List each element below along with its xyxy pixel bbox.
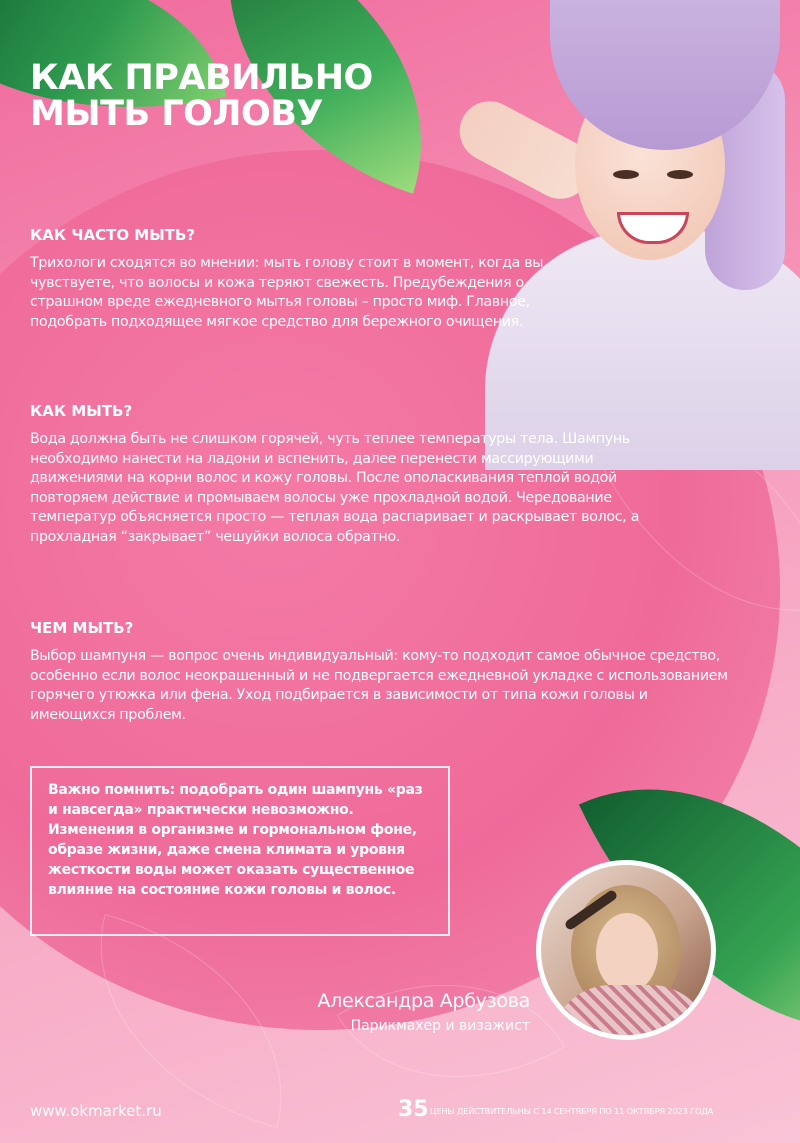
article-title: КАК ПРАВИЛЬНО МЫТЬ ГОЛОВУ bbox=[30, 58, 373, 134]
eye-shape bbox=[667, 170, 693, 179]
page-number: 35 bbox=[398, 1097, 429, 1122]
section-how-often bbox=[30, 226, 590, 332]
section-what-to-use bbox=[30, 619, 730, 725]
section-heading: ЧЕМ МЫТЬ? bbox=[30, 619, 134, 637]
section-heading: КАК МЫТЬ? bbox=[30, 402, 133, 420]
important-note-box: Важно помнить: подобрать один шампунь «раз и навсегда» практически невозможно. Изменения в организме и гормональном фоне, образе жизни, даже смена климата и уровня жесткости воды может оказать существенное влияние на состояние кожи головы и волос. bbox=[30, 766, 450, 936]
avatar-coat-shape bbox=[551, 985, 711, 1040]
section-text: Вода должна быть не слишком горячей, чуть теплее температуры тела. Шампунь необходимо нанести на ладони и вспенить, далее перенести массирующими движениями на корни волос и кожу головы. После ополаскивания теплой водой повторяем действие и промываем волосы уже прохладной водой. Чередование температур объясняется просто — теплая вода распаривает и раскрывает волос, а прохладная “закрывает” чешуйки волоса обратно. bbox=[30, 431, 640, 545]
price-validity-note: ЦЕНЫ ДЕЙСТВИТЕЛЬНЫ С 14 СЕНТЯБРЯ ПО 11 ОКТЯБРЯ 2023 ГОДА bbox=[430, 1106, 714, 1116]
avatar-face-shape bbox=[596, 913, 658, 993]
website-link[interactable]: www.okmarket.ru bbox=[30, 1102, 162, 1120]
author-role: Парикмахер и визажист bbox=[350, 1018, 530, 1034]
author-avatar bbox=[536, 860, 716, 1040]
section-text: Трихологи сходятся во мнении: мыть голову стоит в момент, когда вы чувствуете, что волосы и кожа теряют свежесть. Предубеждения о страшном вреде ежедневного мытья головы – просто миф. Главное, подобрать подходящее мягкое средство для бережного очищения. bbox=[30, 255, 544, 330]
author-name: Александра Арбузова bbox=[317, 990, 530, 1012]
eye-shape bbox=[613, 170, 639, 179]
section-heading: КАК ЧАСТО МЫТЬ? bbox=[30, 226, 196, 244]
section-how-to-wash bbox=[30, 402, 690, 547]
section-text: Выбор шампуня — вопрос очень индивидуальный: кому-то подходит самое обычное средство, особенно если волос неокрашенный и не подвергается ежедневной укладке с использованием горячего утюжка или фена. Уход подбирается в зависимости от типа кожи головы и имеющихся проблем. bbox=[30, 648, 728, 723]
